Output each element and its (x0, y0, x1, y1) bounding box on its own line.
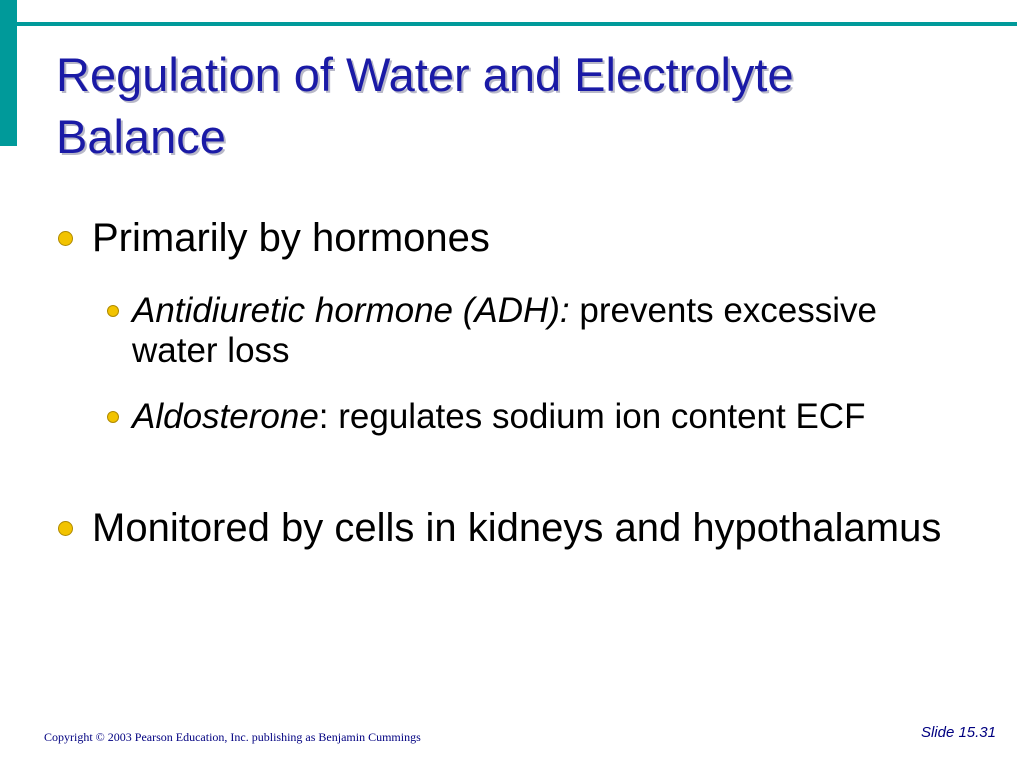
bullet-item (92, 505, 972, 551)
bullet-text: Monitored by cells in kidneys and hypothalamus (92, 506, 942, 550)
bullet-dot-icon (107, 411, 119, 423)
bullet-dot-icon (58, 521, 73, 536)
slide-number: Slide 15.31 (920, 724, 996, 741)
sub-bullet-description: : regulates sodium ion content ECF (318, 397, 866, 436)
sub-bullet-description: prevents excessive water loss (132, 291, 878, 370)
sub-bullet-item (132, 397, 962, 437)
sub-bullet-term: Antidiuretic hormone (ADH): (132, 291, 570, 330)
bullet-text: Primarily by hormones (92, 216, 490, 260)
sub-bullet-term: Aldosterone (132, 397, 319, 436)
bullet-dot-icon (107, 305, 119, 317)
slide-title: Regulation of Water and Electrolyte Balance (56, 48, 794, 163)
sub-bullet-item (132, 291, 962, 371)
bullet-item (92, 215, 972, 261)
bullet-dot-icon (58, 231, 73, 246)
footer-copyright: Copyright © 2003 Pearson Education, Inc. publishing as Benjamin Cummings (44, 730, 421, 744)
